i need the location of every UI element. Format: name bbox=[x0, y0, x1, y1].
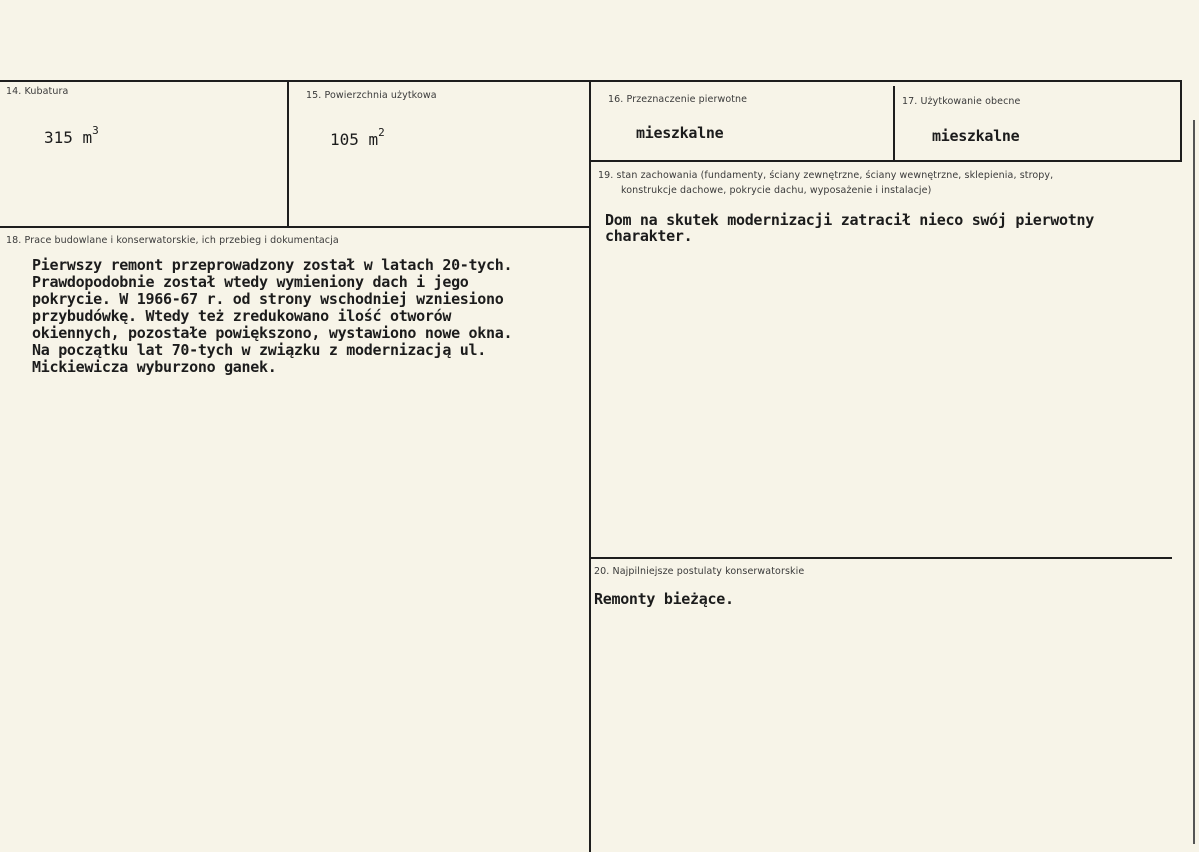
field-18-line: Prawdopodobnie został wtedy wymieniony dach i jego bbox=[32, 273, 469, 291]
divider-16-17 bbox=[893, 86, 895, 160]
field-19-line: charakter. bbox=[605, 227, 693, 245]
field-19-label-1: 19. stan zachowania (fundamenty, ściany zewnętrzne, ściany wewnętrzne, sklepienia, stropy, bbox=[598, 170, 1054, 181]
field-17-value: mieszkalne bbox=[932, 127, 1020, 145]
rule-under-14-15 bbox=[0, 226, 590, 228]
field-19-line: Dom na skutek modernizacji zatracił nieco swój pierwotny bbox=[605, 211, 1094, 229]
field-16-value: mieszkalne bbox=[636, 124, 724, 142]
field-14-value bbox=[44, 124, 99, 147]
field-18-line: okiennych, pozostałe powiększono, wystawiono nowe okna. bbox=[32, 324, 513, 342]
field-14-label: 14. Kubatura bbox=[6, 86, 69, 97]
field-18-label: 18. Prace budowlane i konserwatorskie, ich przebieg i dokumentacja bbox=[6, 235, 339, 246]
field-16-label: 16. Przeznaczenie pierwotne bbox=[608, 94, 748, 105]
field-18-line: przybudówkę. Wtedy też zredukowano ilość otworów bbox=[32, 307, 452, 325]
field-18-line: pokrycie. W 1966-67 r. od strony wschodniej wzniesiono bbox=[32, 290, 504, 308]
right-border bbox=[1180, 82, 1182, 162]
field-14-sup: 3 bbox=[92, 124, 99, 137]
top-rule bbox=[0, 80, 1182, 82]
field-14-number: 315 m bbox=[44, 128, 93, 147]
rule-under-16-17 bbox=[591, 160, 1180, 162]
field-15-number: 105 m bbox=[330, 130, 379, 149]
rule-above-20 bbox=[590, 557, 1172, 559]
field-18-line: Na początku lat 70-tych w związku z modernizacją ul. bbox=[32, 341, 487, 359]
divider-15-16 bbox=[589, 82, 591, 852]
field-20-label: 20. Najpilniejsze postulaty konserwatorskie bbox=[594, 566, 805, 577]
field-18-line: Pierwszy remont przeprowadzony został w latach 20-tych. bbox=[32, 256, 513, 274]
field-18-line: Mickiewicza wyburzono ganek. bbox=[32, 358, 277, 376]
field-15-sup: 2 bbox=[378, 126, 385, 139]
divider-14-15 bbox=[287, 82, 289, 227]
field-15-value bbox=[330, 126, 385, 149]
field-20-value: Remonty bieżące. bbox=[594, 590, 734, 608]
bottom-right-edge bbox=[1193, 120, 1195, 844]
field-17-label: 17. Użytkowanie obecne bbox=[902, 96, 1021, 107]
field-19-label-2: konstrukcje dachowe, pokrycie dachu, wyposażenie i instalacje) bbox=[621, 185, 932, 196]
field-15-label: 15. Powierzchnia użytkowa bbox=[306, 90, 437, 101]
